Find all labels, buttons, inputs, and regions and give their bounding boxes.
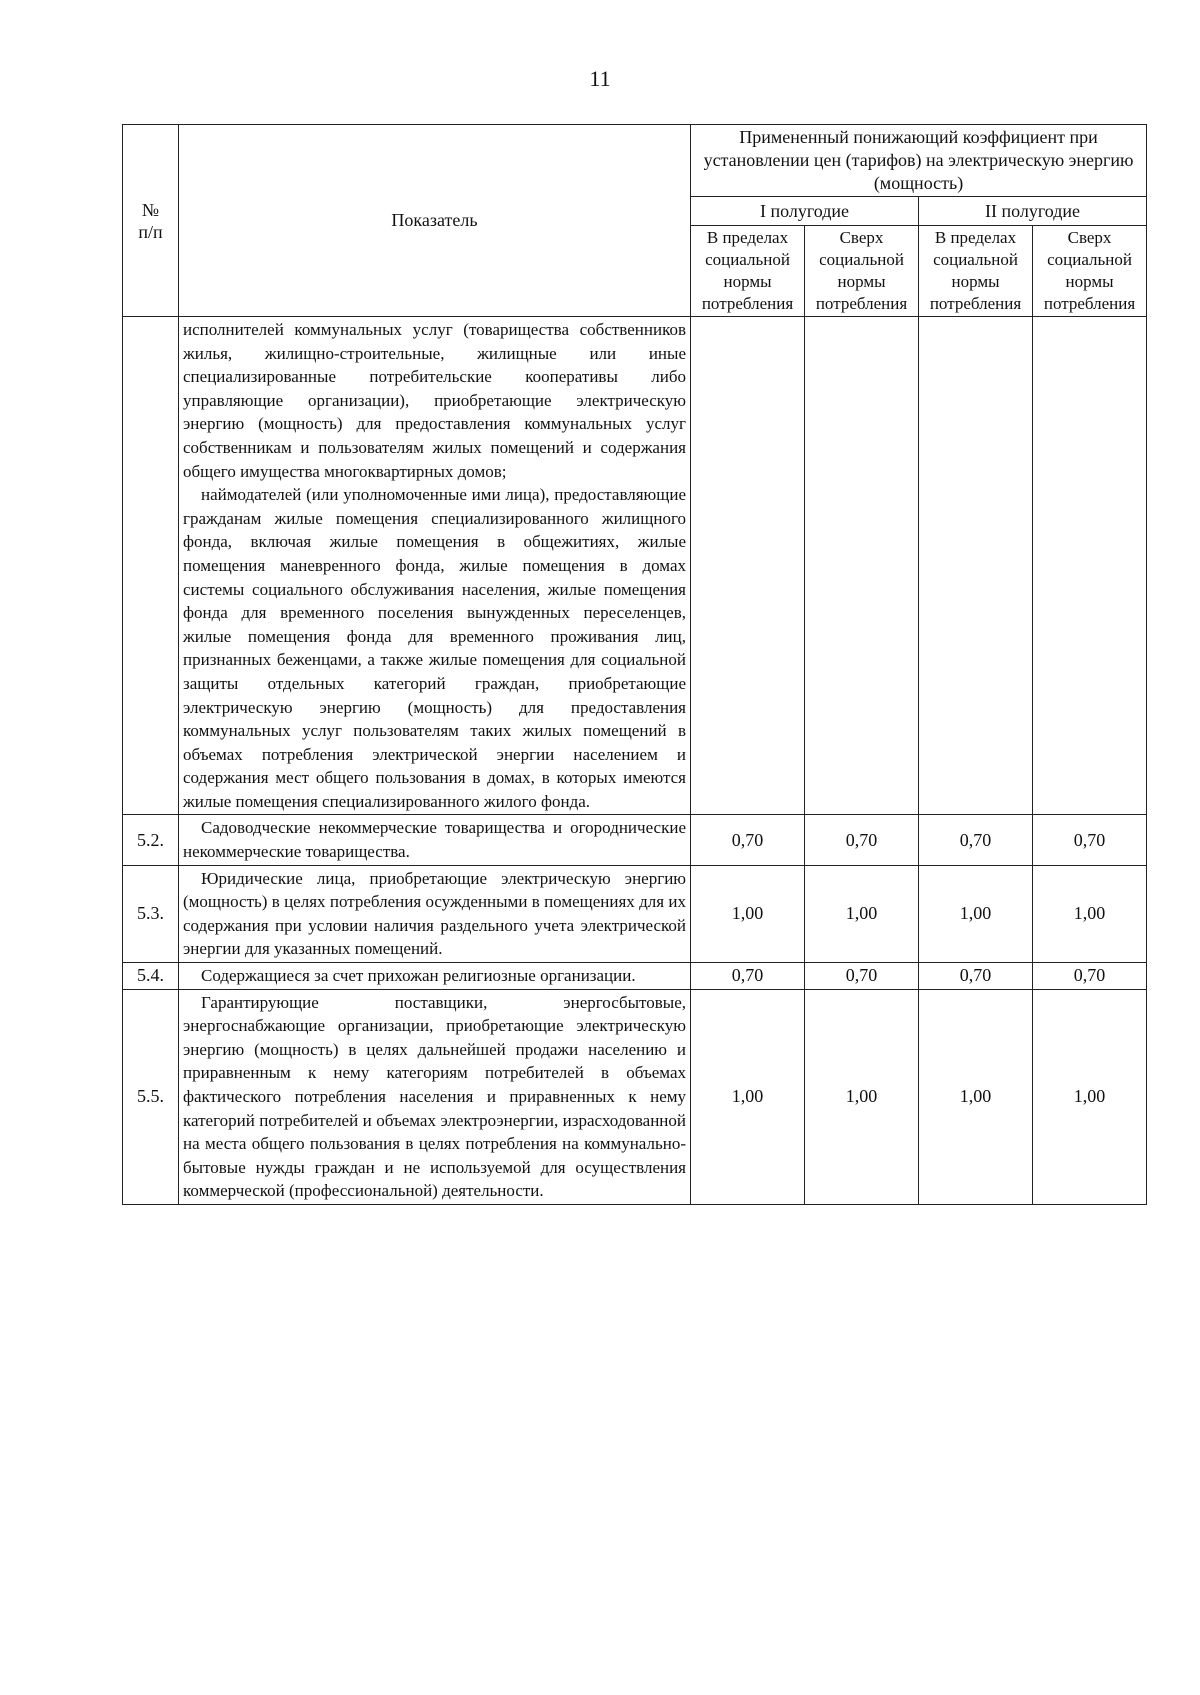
row-value: 0,70 (919, 963, 1033, 990)
row-value: 1,00 (805, 865, 919, 962)
row-number: 5.3. (123, 865, 179, 962)
row-value (805, 317, 919, 815)
table-row (123, 317, 1147, 815)
table-row (123, 989, 1147, 1204)
row-indicator (179, 317, 691, 815)
row-value: 0,70 (805, 963, 919, 990)
row-value: 1,00 (1033, 865, 1147, 962)
row-value (691, 317, 805, 815)
row-value: 0,70 (691, 963, 805, 990)
row-value: 0,70 (919, 815, 1033, 865)
row-number (123, 317, 179, 815)
row-value: 1,00 (919, 865, 1033, 962)
header-h2-above-norm: Сверх социальной нормы потребления (1033, 226, 1147, 317)
row-paragraph: исполнителей коммунальных услуг (товарищества собственников жилья, жилищно-строительные, жилищные или иные специализированные потребительские кооперативы либо управляющие организации), приобретающие электрическую энергию (мощность) для предоставления коммунальных услуг собственникам и пользователям жилых помещений и содержания общего имущества многоквартирных домов; (183, 320, 686, 481)
row-paragraph: Юридические лица, приобретающие электрическую энергию (мощность) в целях потребления осужденными в помещениях для их содержания при условии наличия раздельного учета электрической энергии для указанных помещений. (183, 868, 686, 959)
header-indicator: Показатель (179, 125, 691, 317)
header-half-1: I полугодие (691, 197, 919, 226)
row-value: 0,70 (1033, 963, 1147, 990)
row-paragraph: Садоводческие некоммерческие товарищества и огороднические некоммерческие товарищества. (183, 818, 686, 862)
header-h1-within-norm: В пределах социальной нормы потребления (691, 226, 805, 317)
header-h2-within-norm: В пределах социальной нормы потребления (919, 226, 1033, 317)
page-number: 11 (589, 66, 611, 91)
row-indicator (179, 989, 691, 1204)
header-number (123, 125, 179, 317)
row-value: 1,00 (919, 989, 1033, 1204)
header-half-2: II полугодие (919, 197, 1147, 226)
table-row (123, 963, 1147, 990)
row-number: 5.5. (123, 989, 179, 1204)
row-value: 0,70 (691, 815, 805, 865)
row-indicator (179, 865, 691, 962)
header-row-1 (123, 125, 1147, 197)
coefficient-table (122, 124, 1147, 1205)
row-value: 1,00 (805, 989, 919, 1204)
header-h1-above-norm: Сверх социальной нормы потребления (805, 226, 919, 317)
header-number-label: № п/п (138, 199, 163, 242)
row-value: 1,00 (1033, 989, 1147, 1204)
row-value: 0,70 (1033, 815, 1147, 865)
row-indicator (179, 963, 691, 990)
row-paragraph: наймодателей (или уполномоченные ими лица), предоставляющие гражданам жилые помещения специализированного жилищного фонда, включая жилые помещения в общежитиях, жилые помещения маневренного фонда, жилые помещения в домах системы социального обслуживания населения, жилые помещения фонда для временного поселения вынужденных переселенцев, жилые помещения фонда для временного проживания лиц, признанных беженцами, а также жилые помещения для социальной защиты отдельных категорий граждан, приобретающие электрическую энергию (мощность) для предоставления коммунальных услуг пользователям таких жилых помещений в объемах потребления электрической энергии населением и содержания мест общего пользования в домах, в которых имеются жилые помещения специализированного жилого фонда. (183, 485, 686, 811)
row-value: 1,00 (691, 989, 805, 1204)
row-paragraph: Гарантирующие поставщики, энергосбытовые, энергоснабжающие организации, приобретающие электрическую энергию (мощность) в целях дальнейшей продажи населению и приравненным к нему категориям потребителей в объемах фактического потребления населения и приравненных к нему категорий потребителей и объемах электроэнергии, израсходованной на места общего пользования в целях потребления на коммунально-бытовые нужды граждан и не используемой для осуществления коммерческой (профессиональной) деятельности. (183, 992, 686, 1201)
row-value: 0,70 (805, 815, 919, 865)
row-value (1033, 317, 1147, 815)
row-number: 5.2. (123, 815, 179, 865)
table-row (123, 815, 1147, 865)
table-row (123, 865, 1147, 962)
row-indicator (179, 815, 691, 865)
header-coefficient: Примененный понижающий коэффициент при установлении цен (тарифов) на электрическую энергию (мощность) (691, 125, 1147, 197)
row-value: 1,00 (691, 865, 805, 962)
row-value (919, 317, 1033, 815)
row-number: 5.4. (123, 963, 179, 990)
row-paragraph: Содержащиеся за счет прихожан религиозные организации. (201, 966, 636, 986)
